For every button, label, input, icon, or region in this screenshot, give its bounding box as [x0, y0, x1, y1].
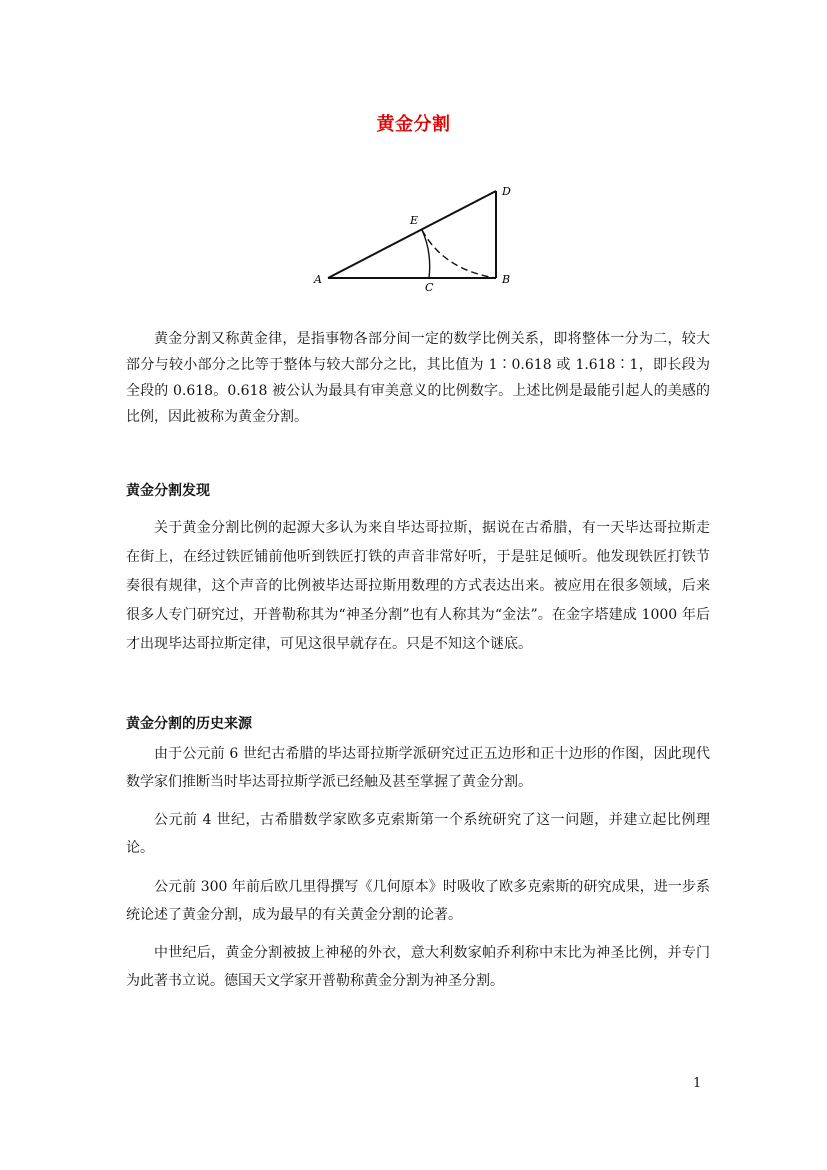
label-a: A: [314, 273, 322, 286]
discovery-paragraph: 关于黄金分割比例的起源大多认为来自毕达哥拉斯，据说在古希腊，有一天毕达哥拉斯走在街上，在经过铁匠铺前他听到铁匠打铁的声音非常好听，于是驻足倾听。他发现铁匠打铁节奏很有规律，这个声音的比例被毕达哥拉斯用数理的方式表达出来。被应用在很多领域，后来很多人专门研究过，开普勒称其为“神圣分割”也有人称其为“金法”。在金字塔建成 1000 年后才出现毕达哥拉斯定律，可见这很早就存在。只是不知这个谜底。: [126, 520, 710, 652]
label-d: D: [502, 185, 511, 198]
history-paragraph: 公元前 4 世纪，古希腊数学家欧多克索斯第一个系统研究了这一问题，并建立起比例理论。: [126, 812, 710, 856]
history-paragraph: 中世纪后，黄金分割被披上神秘的外衣，意大利数家帕乔利称中末比为神圣比例，并专门为此著书立说。德国天文学家开普勒称黄金分割为神圣分割。: [126, 945, 710, 989]
section-heading-discovery: 黄金分割发现: [126, 483, 210, 499]
golden-section-diagram: [308, 182, 528, 294]
segment-ad: [328, 191, 496, 278]
dashed-arc-eb: [422, 230, 496, 278]
history-paragraph: 由于公元前 6 世纪古希腊的毕达哥拉斯学派研究过正五边形和正十边形的作图，因此现代数学家们推断当时毕达哥拉斯学派已经触及甚至掌握了黄金分割。: [126, 746, 710, 790]
arc-ec: [422, 230, 430, 278]
page-number: 1: [693, 1076, 702, 1091]
intro-paragraph: 黄金分割又称黄金律，是指事物各部分间一定的数学比例关系，即将整体一分为二，较大部分与较小部分之比等于整体与较大部分之比，其比值为 1∶0.618 或 1.618∶1，即长段为全段的 0.618。0.618 被公认为最具有审美意义的比例数字。上述比例是最能引起人的美感的比例，因此被称为黄金分割。: [126, 331, 710, 425]
history-paragraph: 公元前 300 年前后欧几里得撰写《几何原本》时吸收了欧多克索斯的研究成果，进一步系统论述了黄金分割，成为最早的有关黄金分割的论著。: [126, 879, 710, 923]
label-b: B: [502, 273, 511, 286]
page-title: 黄金分割: [376, 114, 451, 135]
label-c: C: [425, 281, 434, 294]
label-e: E: [410, 214, 419, 227]
section-heading-history: 黄金分割的历史来源: [126, 716, 252, 732]
